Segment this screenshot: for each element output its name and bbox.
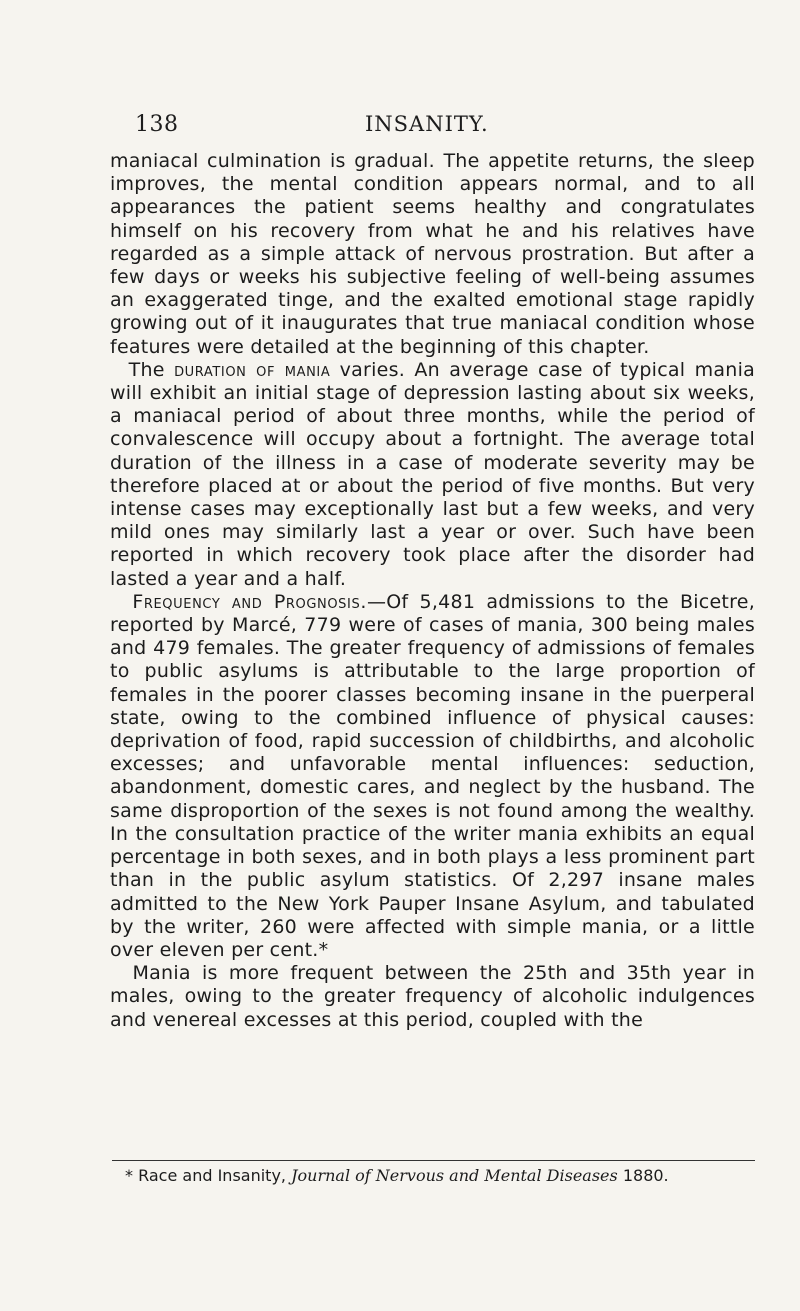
page-header	[135, 112, 755, 142]
page-number: 138	[135, 112, 179, 137]
footnote-divider	[112, 1160, 755, 1161]
paragraph-3-rest: —Of 5,481 admissions to the Bicetre, reported by Marcé, 779 were of cases of mania, 300 being males and 479 females. The greater frequency of admissions of females to public asylums is attributable to the large proportion of females in the poorer classes becoming insane in the puerperal state, owing to the combined influence of physical causes: deprivation of food, rapid succession of childbirths, and alcoholic excesses; and unfavorable mental influences: seduction, abandonment, domestic cares, and neglect by the husband. The same disproportion of the sexes is not found among the wealthy. In the consultation practice of the writer mania exhibits an equal percentage in both sexes, and in both plays a less prominent part than in the public asylum statistics. Of 2,297 insane males admitted to the New York Pauper Insane Asylum, and tabulated by the writer, 260 were affected with simple mania, or a little over eleven per cent.*	[110, 590, 755, 961]
paragraph-2-rest: varies. An average case of typical mania will exhibit an initial stage of depression lasting about six weeks, a maniacal period of about three months, while the period of convalescence will occupy about a fortnight. The average total duration of the illness in a case of moderate severity may be therefore placed at or about the period of five months. But very intense cases may exceptionally last but a few weeks, and very mild ones may similarly last a year or over. Such have been reported in which recovery took place after the disorder had lasted a year and a half.	[110, 358, 755, 590]
paragraph-3-heading: Frequency and Prognosis.	[132, 590, 367, 613]
paragraph-2-small-caps: duration of mania	[174, 358, 331, 381]
paragraph-2-lead: The	[128, 358, 165, 381]
footnote-marker: *	[125, 1166, 133, 1185]
paragraph-1: maniacal culmination is gradual. The appetite returns, the sleep improves, the mental condition appears normal, and to all appearances the patient seems healthy and congratulates himself on his recovery from what he and his relatives have regarded as a simple attack of nervous prostration. But after a few days or weeks his subjective feeling of well-being assumes an exaggerated tinge, and the exalted emotional stage rapidly growing out of it inaugurates that true maniacal condition whose features were detailed at the beginning of this chapter.	[110, 150, 755, 358]
paragraph-3	[110, 591, 755, 962]
paragraph-4	[110, 962, 755, 1032]
running-head: INSANITY.	[365, 112, 489, 136]
paragraph-2	[110, 359, 755, 591]
paragraph-4-text: Mania is more frequent between the 25th and 35th year in males, owing to the greater frequency of alcoholic indulgences and venereal excesses at this period, coupled with the	[110, 962, 755, 1031]
footnote	[125, 1166, 765, 1185]
footnote-year: 1880.	[622, 1166, 669, 1185]
body-text	[110, 150, 755, 1032]
footnote-text: Race and Insanity,	[138, 1166, 286, 1185]
footnote-journal: Journal of Nervous and Mental Diseases	[291, 1166, 618, 1185]
